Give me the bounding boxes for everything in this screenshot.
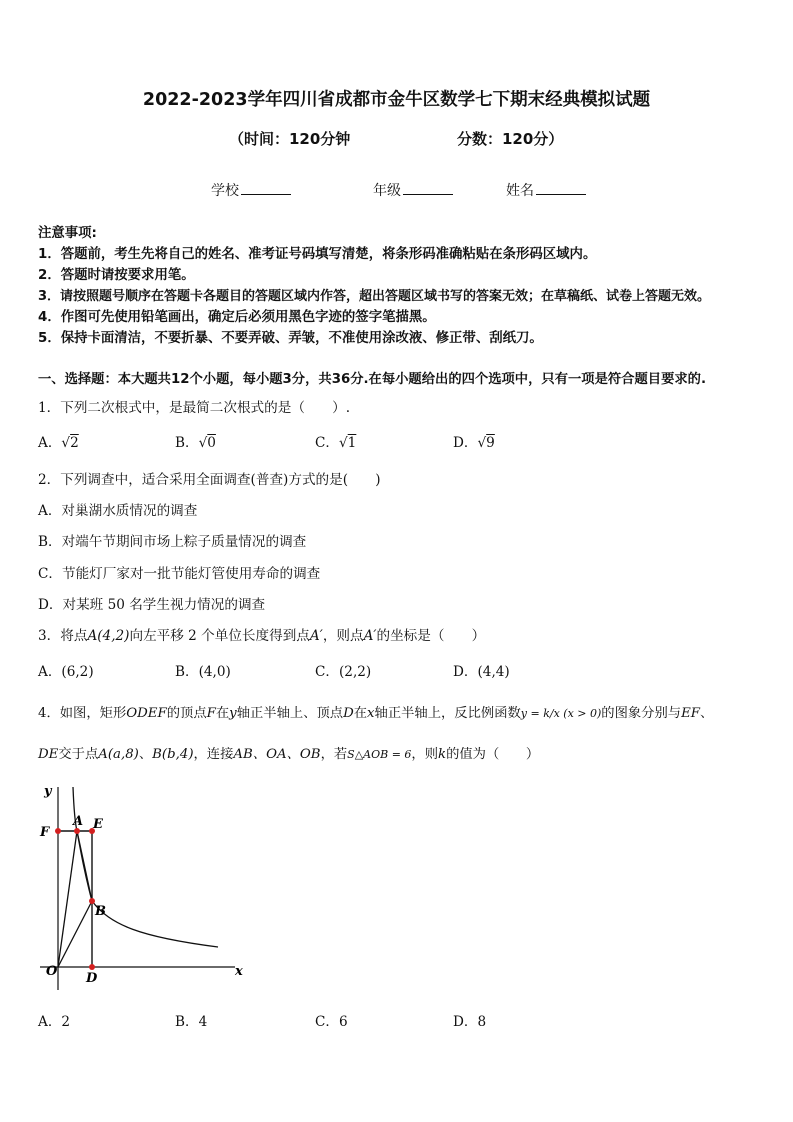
- q1-option-a[interactable]: A．√2: [38, 435, 79, 451]
- q3-option-b[interactable]: B．(4,0): [175, 664, 231, 680]
- label-D: D: [86, 971, 98, 986]
- q2-option-c[interactable]: C．节能灯厂家对一批节能灯管使用寿命的调查: [38, 566, 321, 582]
- notes-block: [38, 223, 710, 349]
- q4-stem-line2: DE交于点A(a,8)、B(b,4)，连接AB、OA、OB，若S△AOB = 6，则k的值为（ ）: [38, 747, 540, 762]
- exam-score: 分数：120分）: [457, 130, 564, 148]
- q4-stem-line1: 4．如图，矩形ODEF的顶点F在y轴正半轴上、顶点D在x轴正半轴上，反比例函数y = k/x (x > 0)的图象分别与EF、: [38, 706, 714, 721]
- exam-title: 2022-2023学年四川省成都市金牛区数学七下期末经典模拟试题: [142, 90, 651, 110]
- radical-sign: √: [477, 435, 487, 451]
- notes-heading: 注意事项:: [38, 226, 97, 241]
- q1-stem: 1．下列二次根式中，是最简二次根式的是（ ）.: [38, 400, 351, 416]
- label-A: A: [73, 814, 84, 829]
- q2-option-b[interactable]: B．对端午节期间市场上粽子质量情况的调查: [38, 534, 307, 550]
- q4-option-b[interactable]: B．4: [175, 1014, 208, 1030]
- radical-sign: √: [61, 435, 71, 451]
- radical-sign: √: [339, 435, 348, 451]
- hyperbola-curve: [73, 787, 218, 947]
- q1-option-d[interactable]: D．√9: [453, 435, 495, 451]
- note-item: 5．保持卡面清洁，不要折暴、不要弄破、弄皱，不准使用涂改液、修正带、刮纸刀。: [38, 331, 543, 346]
- q3-stem: 3．将点A(4,2)向左平移 2 个单位长度得到点A′，则点A′的坐标是（ ）: [38, 628, 486, 644]
- q3-option-c[interactable]: C．(2,2): [315, 664, 372, 680]
- point-F: [55, 828, 61, 834]
- school-label: 学校: [211, 183, 239, 199]
- q3-option-a[interactable]: A．(6,2): [38, 664, 94, 680]
- grade-blank[interactable]: [403, 180, 453, 195]
- school-blank[interactable]: [241, 180, 291, 195]
- q2-option-d[interactable]: D．对某班 50 名学生视力情况的调查: [38, 597, 266, 613]
- grade-field[interactable]: [373, 180, 453, 200]
- q1-option-b[interactable]: B．√0: [175, 435, 216, 451]
- segment-OA: [58, 831, 77, 967]
- note-item: 3．请按照题号顺序在答题卡各题目的答题区域内作答，超出答题区域书写的答案无效；在草稿纸、试卷上答题无效。: [38, 289, 711, 304]
- label-O: O: [46, 964, 58, 979]
- q4-option-c[interactable]: C．6: [315, 1014, 348, 1030]
- label-E: E: [93, 817, 103, 832]
- note-item: 1．答题前，考生先将自己的姓名、准考证号码填写清楚，将条形码准确粘贴在条形码区域内。: [38, 247, 597, 262]
- point-D: [89, 964, 95, 970]
- label-x: x: [235, 964, 243, 979]
- name-field[interactable]: [506, 180, 586, 200]
- label-B: B: [95, 904, 106, 919]
- name-label: 姓名: [506, 183, 534, 199]
- label-F: F: [40, 825, 50, 840]
- q4-option-a[interactable]: A．2: [38, 1014, 71, 1030]
- exam-time: （时间：120分钟: [229, 130, 351, 148]
- q4-option-d[interactable]: D．8: [453, 1014, 487, 1030]
- radical-sign: √: [198, 435, 208, 451]
- section-heading: 一、选择题：本大题共12个小题，每小题3分，共36分.在每小题给出的四个选项中，只有一项是符合题目要求的.: [38, 372, 707, 387]
- q4-figure: [30, 775, 260, 1005]
- note-item: 2．答题时请按要求用笔。: [38, 268, 195, 283]
- segment-AB: [77, 831, 92, 901]
- school-field[interactable]: [211, 180, 291, 200]
- label-y: y: [44, 784, 52, 799]
- q2-stem: 2．下列调查中，适合采用全面调查(普查)方式的是( ): [38, 472, 381, 488]
- name-blank[interactable]: [536, 180, 586, 195]
- q1-option-c[interactable]: C．√1: [315, 435, 357, 451]
- grade-label: 年级: [373, 183, 401, 199]
- q2-option-a[interactable]: A．对巢湖水质情况的调查: [38, 503, 198, 519]
- q3-option-d[interactable]: D．(4,4): [453, 664, 510, 680]
- note-item: 4．作图可先使用铅笔画出，确定后必须用黑色字迹的签字笔描黑。: [38, 310, 436, 325]
